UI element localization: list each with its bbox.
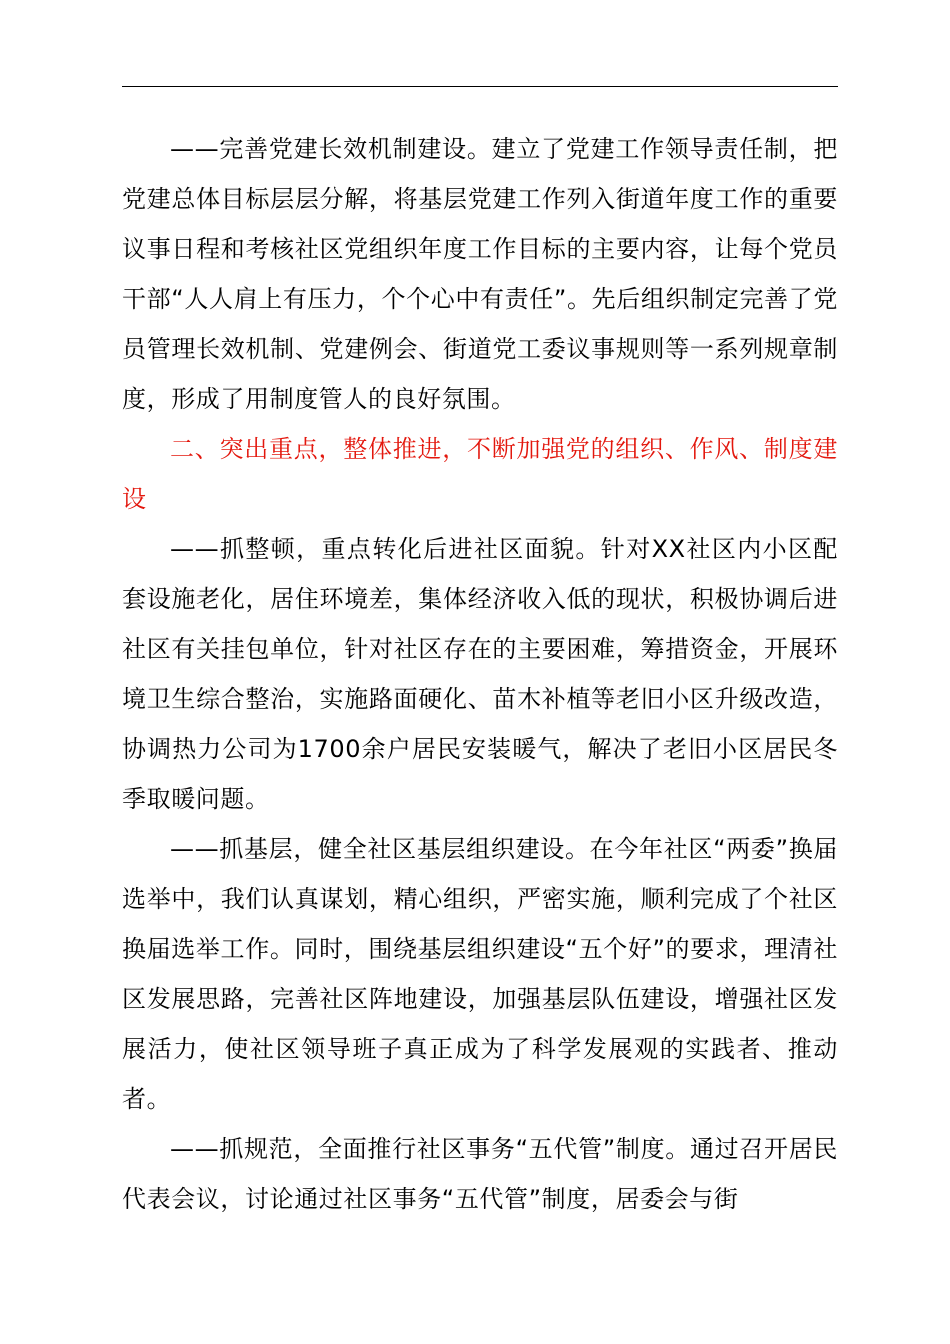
paragraph-party-mechanism: ——完善党建长效机制建设。建立了党建工作领导责任制，把党建总体目标层层分解，将基层党建工作列入街道年度工作的重要议事日程和考核社区党组织年度工作目标的主要内容，让每个党员干部“人人肩上有压力，个个心中有责任”。先后组织制定完善了党员管理长效机制、党建例会、街道党工委议事规则等一系列规章制度，形成了用制度管人的良好氛围。 — [122, 135, 838, 413]
section-heading-2: 二、突出重点，整体推进，不断加强党的组织、作风、制度建设 — [122, 435, 838, 513]
paragraph-rectification: ——抓整顿，重点转化后进社区面貌。针对XX社区内小区配套设施老化，居住环境差，集体经济收入低的现状，积极协调后进社区有关挂包单位，针对社区存在的主要困难，筹措资金，开展环境卫生综合整治，实施路面硬化、苗木补植等老旧小区升级改造，协调热力公司为1700余户居民安装暖气，解决了老旧小区居民冬季取暖问题。 — [122, 535, 838, 813]
paragraph-grassroots: ——抓基层，健全社区基层组织建设。在今年社区“两委”换届选举中，我们认真谋划，精心组织，严密实施，顺利完成了个社区换届选举工作。同时，围绕基层组织建设“五个好”的要求，理清社区发展思路，完善社区阵地建设，加强基层队伍建设，增强社区发展活力，使社区领导班子真正成为了科学发展观的实践者、推动者。 — [122, 835, 838, 1113]
header-rule — [122, 86, 838, 87]
paragraph-standardization: ——抓规范，全面推行社区事务“五代管”制度。通过召开居民代表会议，讨论通过社区事务“五代管”制度，居委会与街 — [122, 1135, 838, 1213]
document-body — [122, 124, 838, 1224]
